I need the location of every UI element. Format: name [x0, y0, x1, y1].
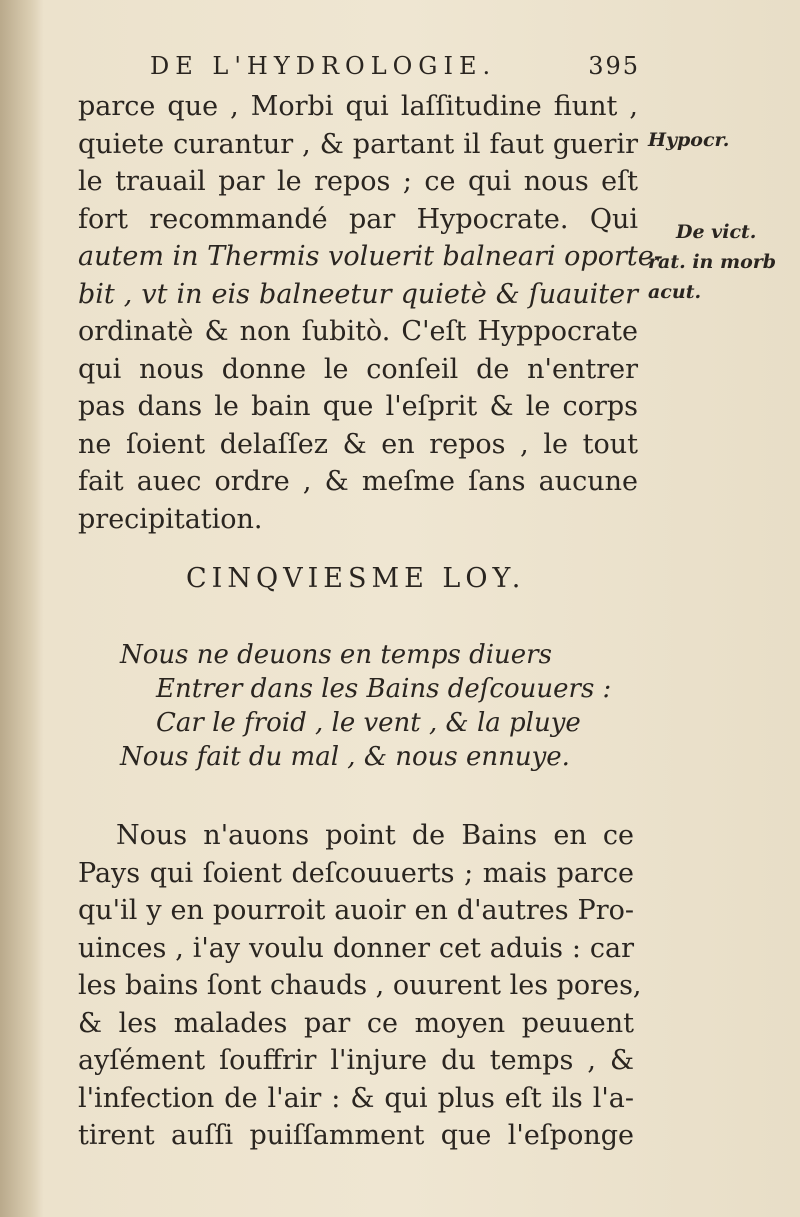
- text-line: ordinatè & non ſubitò. C'eſt Hyppocrate: [78, 316, 638, 347]
- verse-block: [120, 638, 640, 774]
- text-line: le trauail par le repos ; ce qui nous eſt: [78, 166, 638, 197]
- text-line: tirent auſſi puiſſamment que l'eſponge: [78, 1120, 634, 1151]
- text-line: ne ſoient delaſſez & en repos , le tout: [78, 428, 638, 460]
- text-line: l'infection de l'air : & qui plus eſt ils l'a-: [78, 1082, 634, 1114]
- text-line: qui nous donne le conſeil de n'entrer: [78, 353, 638, 385]
- text-line: precipitation.: [78, 503, 263, 535]
- running-header: [150, 52, 640, 92]
- page-number: 395: [588, 52, 640, 80]
- paragraph-1: [78, 88, 663, 538]
- text-line: pas dans le bain que l'eſprit & le corps: [78, 391, 638, 422]
- text-line: fort recommandé par Hypocrate. Qui: [78, 203, 638, 235]
- text-line: Pays qui ſoient deſcouuerts ; mais parce: [78, 857, 634, 889]
- text-line: Nous n'auons point de Bains en ce: [116, 820, 634, 851]
- text-line: & les malades par ce moyen peuuent: [78, 1007, 634, 1039]
- text-line: autem in Thermis voluerit balneari oporte-: [78, 241, 663, 272]
- text-line: uinces , i'ay voulu donner cet aduis : car: [78, 932, 634, 964]
- paragraph-2: [78, 818, 642, 1156]
- text-line: les bains ſont chauds , ouurent les pores,: [78, 970, 642, 1001]
- margin-note-hypocr: Hypocr.: [648, 129, 730, 151]
- text-line: quiete curantur , & partant il faut guerir: [78, 128, 638, 160]
- margin-note-rat-in-morb: rat. in morb: [648, 251, 777, 273]
- text-line: ayſément ſouffrir l'injure du temps , &: [78, 1045, 634, 1076]
- verse-line: Entrer dans les Bains deſcouuers :: [156, 674, 612, 704]
- margin-note-acut: acut.: [648, 281, 702, 303]
- verse-line: Nous fait du mal , & nous ennuye.: [120, 742, 570, 772]
- verse-line: Car le froid , le vent , & la pluye: [156, 708, 581, 738]
- text-line: bit , vt in eis balneetur quietè & ſuauiter: [78, 278, 638, 310]
- running-title: DE L'HYDROLOGIE.: [150, 52, 497, 80]
- section-heading: CINQVIESME LOY.: [186, 563, 526, 594]
- margin-note-de-vict: De vict.: [676, 221, 757, 243]
- page-gutter: [0, 0, 44, 1217]
- text-line: qu'il y en pourroit auoir en d'autres Pro-: [78, 895, 634, 926]
- text-line: parce que , Morbi qui laſſitudine fiunt ,: [78, 91, 638, 122]
- verse-line: Nous ne deuons en temps diuers: [120, 640, 552, 670]
- text-line: fait auec ordre , & meſme ſans aucune: [78, 466, 638, 497]
